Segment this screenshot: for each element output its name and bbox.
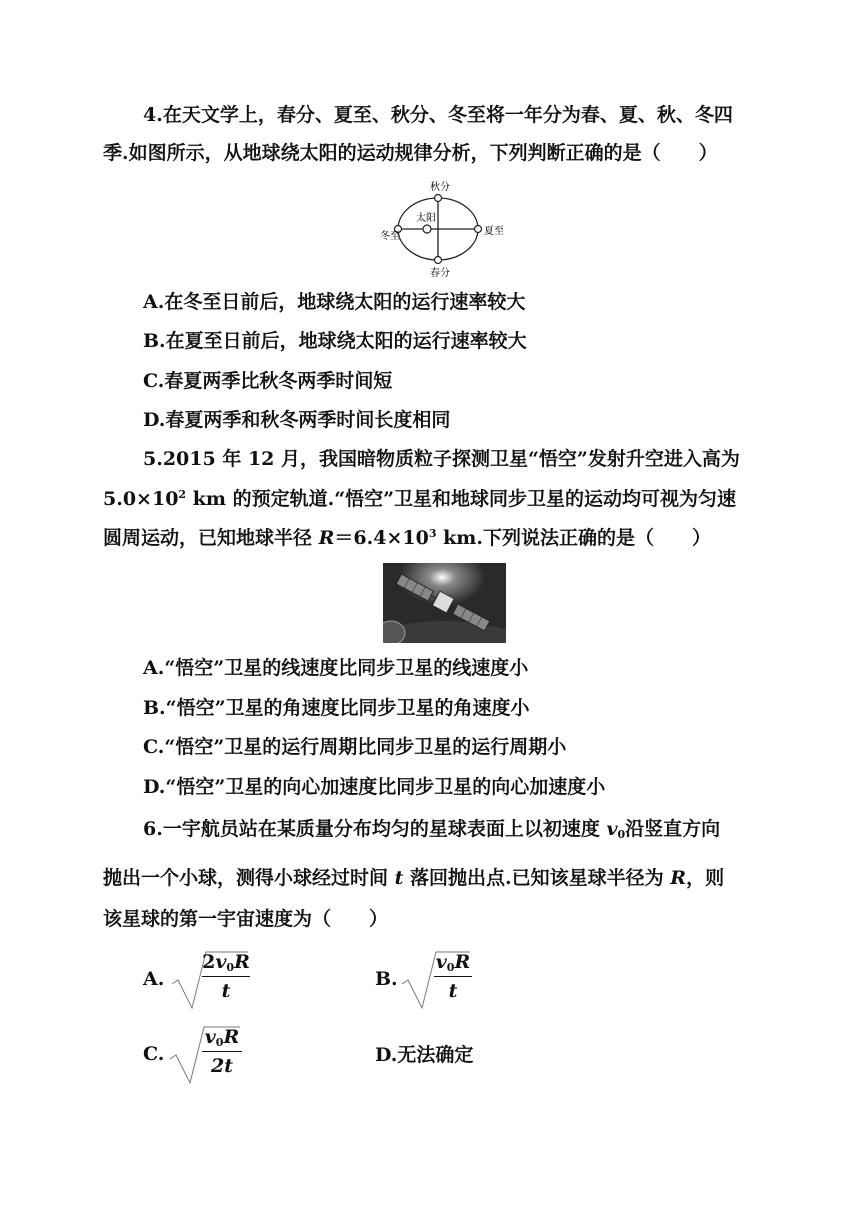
q6-b-num-sub: 0 [446, 961, 455, 974]
q4-option-a: A.在冬至日前后，地球绕太阳的运行速率较大 [143, 291, 526, 313]
q4-option-b: B.在夏至日前后，地球绕太阳的运行速率较大 [143, 330, 527, 352]
label-spring: 春分 [430, 268, 450, 279]
label-sun: 太阳 [416, 213, 436, 224]
q5-option-b: B.“悟空”卫星的角速度比同步卫星的角速度小 [143, 697, 530, 719]
earth-summer [475, 226, 482, 233]
q6-line1-a: 6.一宇航员站在某质量分布均匀的星球表面上以初速度 [143, 818, 607, 840]
q6-a-num-sub: 0 [226, 961, 235, 974]
q6-b-den: t [448, 980, 458, 1002]
q6-option-a-label: A. [143, 968, 165, 990]
label-summer: 夏至 [484, 226, 504, 237]
q6-c-den: 2t [211, 1055, 233, 1077]
q6-c-num-R: R [223, 1026, 240, 1048]
q5-line2-b: km 的预定轨道.“悟空”卫星和地球同步卫星的运动均可视为匀速 [186, 488, 737, 510]
q6-stem-line1 [143, 816, 720, 842]
q5-option-c: C.“悟空”卫星的运行周期比同步卫星的运行周期小 [143, 736, 567, 758]
q5-option-d: D.“悟空”卫星的向心加速度比同步卫星的向心加速度小 [143, 776, 606, 798]
q5-line3-R: R [318, 527, 335, 549]
q6-option-b-fraction [434, 950, 472, 1003]
q5-line2-a: 5.0×10 [103, 488, 179, 510]
q5-option-a: A.“悟空”卫星的线速度比同步卫星的线速度小 [143, 657, 529, 679]
q5-stem-line3 [103, 525, 711, 551]
q6-b-num-v: v [435, 951, 447, 973]
q5-line3-a: 圆周运动，已知地球半径 [103, 527, 319, 549]
q5-stem-line1: 5.2015 年 12 月，我国暗物质粒子探测卫星“悟空”发射升空进入高为 [143, 448, 740, 470]
q6-option-b-label: B. [375, 968, 398, 990]
q6-b-num-R: R [454, 951, 471, 973]
orbit-svg [380, 180, 510, 280]
q6-line2-a: 抛出一个小球，测得小球经过时间 [103, 867, 395, 889]
q6-c-num-sub: 0 [215, 1036, 224, 1049]
q6-line2-b: 落回抛出点.已知该星球半径为 [403, 867, 671, 889]
q6-stem-line3: 该星球的第一宇宙速度为（ ） [103, 908, 389, 930]
q6-a-num-R: R [234, 951, 250, 973]
q5-line2-sup: 2 [178, 488, 187, 501]
q6-R: R [670, 867, 687, 889]
q5-line3-b: ＝6.4×10 [334, 527, 429, 549]
q6-v-sub: 0 [617, 828, 626, 841]
satellite-svg [383, 563, 506, 643]
q6-a-num-v: v [215, 951, 227, 973]
earth-spring [435, 257, 442, 264]
q4-option-d: D.春夏两季和秋冬两季时间长度相同 [143, 409, 451, 431]
q4-option-c: C.春夏两季比秋冬两季时间短 [143, 370, 393, 392]
q5-line3-sup: 3 [428, 527, 437, 540]
q5-stem-line2 [103, 486, 736, 512]
q6-a-den: t [221, 980, 231, 1002]
satellite-image [383, 563, 506, 643]
q6-stem-line2 [103, 865, 724, 891]
q4-stem-line1: 4.在天文学上，春分、夏至、秋分、冬至将一年分为春、夏、秋、冬四 [143, 104, 733, 126]
q6-v: v [606, 818, 618, 840]
q6-option-c-fraction [202, 1025, 242, 1078]
q6-option-c-label: C. [143, 1043, 165, 1065]
q6-line2-c: ，则 [686, 867, 725, 889]
earth-autumn [435, 195, 442, 202]
q6-line1-b: 沿竖直方向 [625, 818, 721, 840]
q6-option-a-fraction [202, 950, 250, 1003]
label-winter: 冬至 [380, 231, 400, 242]
label-autumn: 秋分 [430, 182, 450, 193]
q6-a-num-pre: 2 [202, 951, 216, 973]
q6-c-num-v: v [204, 1026, 216, 1048]
q5-line3-c: km.下列说法正确的是（ ） [436, 527, 711, 549]
sun-circle [423, 225, 431, 233]
q4-stem-line2: 季.如图所示，从地球绕太阳的运动规律分析，下列判断正确的是（ ） [103, 142, 718, 164]
q6-option-d: D.无法确定 [375, 1044, 474, 1066]
q6-t: t [394, 867, 404, 889]
orbit-diagram [380, 180, 510, 280]
